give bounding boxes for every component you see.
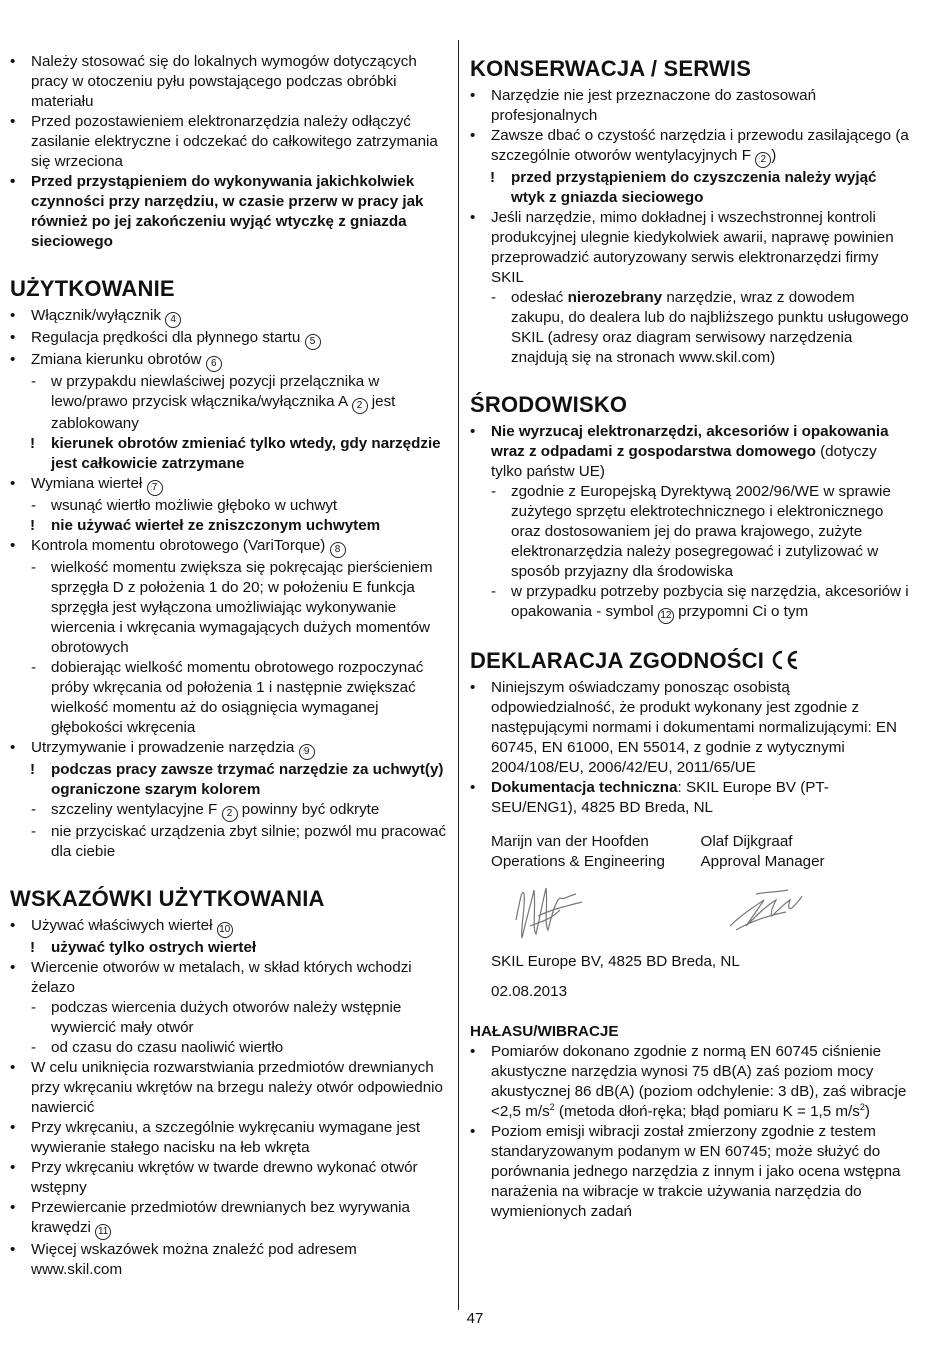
right-column — [470, 52, 910, 1222]
section-title-uzytkowanie: UŻYTKOWANIE — [10, 276, 175, 301]
list-item: • Przy wkręcaniu wkrętów w twarde drewno wykonać otwór wstępny — [10, 1158, 448, 1198]
list-item: • Utrzymywanie i prowadzenie narzędzia 9 — [10, 738, 448, 760]
page-number: 47 — [466, 1310, 484, 1327]
list-item: • Wymiana wierteł 7 — [10, 474, 448, 496]
list-item: • W celu uniknięcia rozwarstwiania przedmiotów drewnianych przy wkręcaniu wkrętów na brzegu należy otwór odpowiednio nawiercić — [10, 1058, 448, 1118]
company-address: SKIL Europe BV, 4825 BD Breda, NL — [491, 953, 740, 970]
list-item: • Przewiercanie przedmiotów drewnianych bez wyrywania krawędzi 11 — [10, 1198, 448, 1240]
declaration-date: 02.08.2013 — [491, 983, 568, 1000]
warning-item: ! przed przystąpieniem do czyszczenia należy wyjąć wtyk z gniazda sieciowego — [470, 168, 910, 208]
list-item: • Nie wyrzucaj elektronarzędzi, akcesoriów i opakowania wraz z odpadami z gospodarstwa domowego (dotyczy tylko państw UE) — [470, 422, 910, 482]
signatory-1: Marijn van der Hoofden Operations & Engineering — [491, 833, 665, 870]
list-item: • Włącznik/wyłącznik 4 — [10, 306, 448, 328]
warning-item: ! używać tylko ostrych wierteł — [10, 938, 448, 958]
callout-number: 8 — [330, 542, 346, 558]
warning-item: ! nie używać wierteł ze zniszczonym uchwytem — [10, 516, 448, 536]
signatures — [470, 872, 910, 952]
section-title-srodowisko: ŚRODOWISKO — [470, 392, 628, 417]
sub-item: - wielkość momentu zwiększa się pokręcając pierścieniem sprzęgła D z położenia 1 do 20; w położeniu E funkcja sprzęgła jest wyłączona umożliwiając wykonywanie wiercenia i wkręcania wymagających dużych momentów obrotowych — [10, 558, 448, 658]
sub-item: - odesłać nierozebrany narzędzie, wraz z dowodem zakupu, do dealera lub do najbliższego punktu usługowego SKIL (adresy oraz diagram serwisowy narzędzenia znajdują się na stronach www.skil.com) — [470, 288, 910, 368]
list-item: • Zawsze dbać o czystość narzędzia i przewodu zasilającego (a szczególnie otworów wentylacyjnych F 2 ) — [470, 126, 910, 168]
left-column — [10, 52, 448, 1280]
section-title-konserwacja: KONSERWACJA / SERWIS — [470, 56, 752, 81]
list-item: • Niniejszym oświadczamy ponosząc osobistą odpowiedzialność, że produkt wykonany jest zgodnie z następującymi normami i dokumentami normalizującymi: EN 60745, EN 61000, EN 55014, z godnie z wytycznymi 2004/108/EU, 2006/42/EU, 2011/65/UE — [470, 678, 910, 778]
list-item: • Narzędzie nie jest przeznaczone do zastosowań profesjonalnych — [470, 86, 910, 126]
signature-2-icon — [726, 886, 806, 936]
callout-number: 4 — [165, 312, 181, 328]
callout-number: 2 — [222, 806, 238, 822]
sub-item: - w przypakdu niewlaściwej pozycji przelącznika w lewo/prawo przycisk włącznika/wyłącznika A 2 jest zablokowany — [10, 372, 448, 434]
column-divider — [458, 40, 459, 1310]
list-item: • Zmiana kierunku obrotów 6 — [10, 350, 448, 372]
list-item: • Przy wkręcaniu, a szczególnie wykręcaniu wymagane jest wywieranie stałego nacisku na łeb wkręta — [10, 1118, 448, 1158]
section-title-deklaracja: DEKLARACJA ZGODNOŚCI — [470, 648, 910, 674]
list-item: • Przed pozostawieniem elektronarzędzia należy odłączyć zasilanie elektryczne i odczekać do całkowitego zatrzymania się wrzeciona — [10, 112, 448, 172]
sub-item: - wsunąć wiertło możliwie głęboko w uchwyt — [10, 496, 448, 516]
list-item: • Jeśli narzędzie, mimo dokładnej i wszechstronnej kontroli produkcyjnej ulegnie kiedykolwiek awarii, naprawę powinien przeprowadzić autoryzowany serwis elektronarzędzi firmy SKIL — [470, 208, 910, 288]
sub-item: - od czasu do czasu naoliwić wiertło — [10, 1038, 448, 1058]
callout-number: 5 — [305, 334, 321, 350]
warning-item: ! kierunek obrotów zmieniać tylko wtedy, gdy narzędzie jest całkowicie zatrzymane — [10, 434, 448, 474]
callout-number: 9 — [299, 744, 315, 760]
callout-number: 2 — [755, 152, 771, 168]
list-item: • Regulacja prędkości dla płynnego startu 5 — [10, 328, 448, 350]
section-title-halasu: HAŁASU/WIBRACJE — [470, 1023, 619, 1040]
sub-item: - szczeliny wentylacyjne F 2 powinny być odkryte — [10, 800, 448, 822]
signature-1-icon — [510, 880, 590, 944]
sub-item: - zgodnie z Europejską Dyrektywą 2002/96/WE w sprawie zużytego sprzętu elektrotechnicznego i elektronicznego oraz dostosowaniem jej do prawa krajowego, zużyte elektronarzędzia należy posegregować i zutylizować w sposób przyjazny dla środowiska — [470, 482, 910, 582]
list-item: • Kontrola momentu obrotowego (VariTorque) 8 — [10, 536, 448, 558]
list-item: • Pomiarów dokonano zgodnie z normą EN 60745 ciśnienie akustyczne narzędzia wynosi 75 dB(A) zaś poziom mocy akustycznej 86 dB(A) (poziom odchylenie: 3 dB), zaś wibracje <2,5 $m/s^2$ (metoda dłoń-ręka; błąd pomiaru K = 1,5 $m/s^2$) — [470, 1042, 910, 1122]
callout-number: 2 — [352, 398, 368, 414]
callout-number: 10 — [217, 922, 233, 938]
list-item: • Przed przystąpieniem do wykonywania jakichkolwiek czynności przy narzędziu, w czasie przerw w pracy jak również po jej zakończeniu wyjąć wtyczkę z gniazda sieciowego — [10, 172, 448, 252]
callout-number: 7 — [147, 480, 163, 496]
sub-item: - dobierając wielkość momentu obrotowego rozpoczynać próby wkręcania od położenia 1 i następnie zwiększać wielkość momentu aż do osiągnięcia wymaganej głębokości wkręcenia — [10, 658, 448, 738]
callout-number: 12 — [658, 608, 674, 624]
sub-item: - nie przyciskać urządzenia zbyt silnie; pozwól mu pracować dla ciebie — [10, 822, 448, 862]
list-item: • Używać właściwych wierteł 10 — [10, 916, 448, 938]
list-item: • Wiercenie otworów w metalach, w skład których wchodzi żelazo — [10, 958, 448, 998]
list-item: • Poziom emisji wibracji został zmierzony zgodnie z testem standaryzowanym podanym w EN 60745; może służyć do porównania jednego narzędzia z innym i jako ocena wstępna narażenia na wibracje w trakcie używania narzędzia do wymienionych zadań — [470, 1122, 910, 1222]
list-item: • Więcej wskazówek można znaleźć pod adresem www.skil.com — [10, 1240, 448, 1280]
sub-item: - w przypadku potrzeby pozbycia się narzędzia, akcesoriów i opakowania - symbol 12 przypomni Ci o tym — [470, 582, 910, 624]
callout-number: 6 — [206, 356, 222, 372]
signatory-2: Olaf Dijkgraaf Approval Manager — [700, 833, 825, 870]
ce-mark-icon — [770, 650, 800, 670]
callout-number: 11 — [95, 1224, 111, 1240]
warning-item: ! podczas pracy zawsze trzymać narzędzie za uchwyt(y) ograniczone szarym kolorem — [10, 760, 448, 800]
list-item: • Dokumentacja techniczna: SKIL Europe BV (PT-SEU/ENG1), 4825 BD Breda, NL — [470, 778, 910, 818]
signatories — [470, 832, 910, 872]
list-item: • Należy stosować się do lokalnych wymogów dotyczących pracy w otoczeniu pyłu powstającego podczas obróbki materiału — [10, 52, 448, 112]
sub-item: - podczas wiercenia dużych otworów należy wstępnie wywiercić mały otwór — [10, 998, 448, 1038]
section-title-wskazowki: WSKAZÓWKI UŻYTKOWANIA — [10, 886, 325, 911]
